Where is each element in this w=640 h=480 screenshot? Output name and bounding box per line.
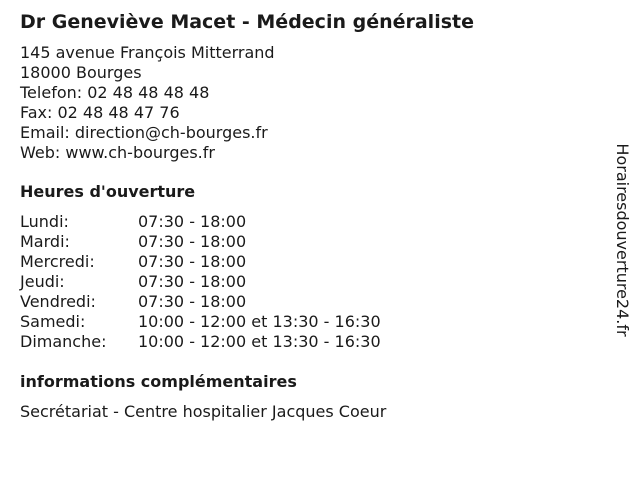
day-label: Vendredi: (20, 292, 96, 311)
day-label: Samedi: (20, 312, 86, 331)
time-range: 10:00 - 12:00 et 13:30 - 16:30 (138, 312, 381, 331)
time-range: 07:30 - 18:00 (138, 212, 247, 231)
phone-line: Telefon: 02 48 48 48 48 (20, 83, 210, 102)
time-range: 07:30 - 18:00 (138, 252, 247, 271)
time-range: 07:30 - 18:00 (138, 232, 247, 251)
hours-row-tuesday (20, 232, 381, 252)
hours-row-monday (20, 212, 381, 232)
hours-row-thursday (20, 272, 381, 292)
day-label: Mardi: (20, 232, 70, 251)
hours-row-friday (20, 292, 381, 312)
additional-info-text: Secrétariat - Centre hospitalier Jacques Coeur (20, 402, 387, 421)
day-label: Lundi: (20, 212, 69, 231)
web-line: Web: www.ch-bourges.fr (20, 143, 215, 162)
hours-row-wednesday (20, 252, 381, 272)
day-label: Dimanche: (20, 332, 107, 351)
fax-line: Fax: 02 48 48 47 76 (20, 103, 180, 122)
address-line-2: 18000 Bourges (20, 63, 142, 82)
page-title: Dr Geneviève Macet - Médecin généraliste (20, 11, 474, 33)
additional-info-heading: informations complémentaires (20, 372, 297, 391)
hours-row-saturday (20, 312, 381, 332)
opening-hours-table (20, 212, 381, 352)
listing-card (20, 9, 600, 422)
contact-block (20, 43, 600, 163)
time-range: 07:30 - 18:00 (138, 292, 247, 311)
address-line-1: 145 avenue François Mitterrand (20, 43, 275, 62)
day-label: Jeudi: (20, 272, 65, 291)
time-range: 10:00 - 12:00 et 13:30 - 16:30 (138, 332, 381, 351)
hours-row-sunday (20, 332, 381, 352)
opening-hours-heading: Heures d'ouverture (20, 182, 196, 201)
site-watermark: Horairesdouverture24.fr (613, 143, 632, 337)
email-line: Email: direction@ch-bourges.fr (20, 123, 268, 142)
day-label: Mercredi: (20, 252, 95, 271)
time-range: 07:30 - 18:00 (138, 272, 247, 291)
